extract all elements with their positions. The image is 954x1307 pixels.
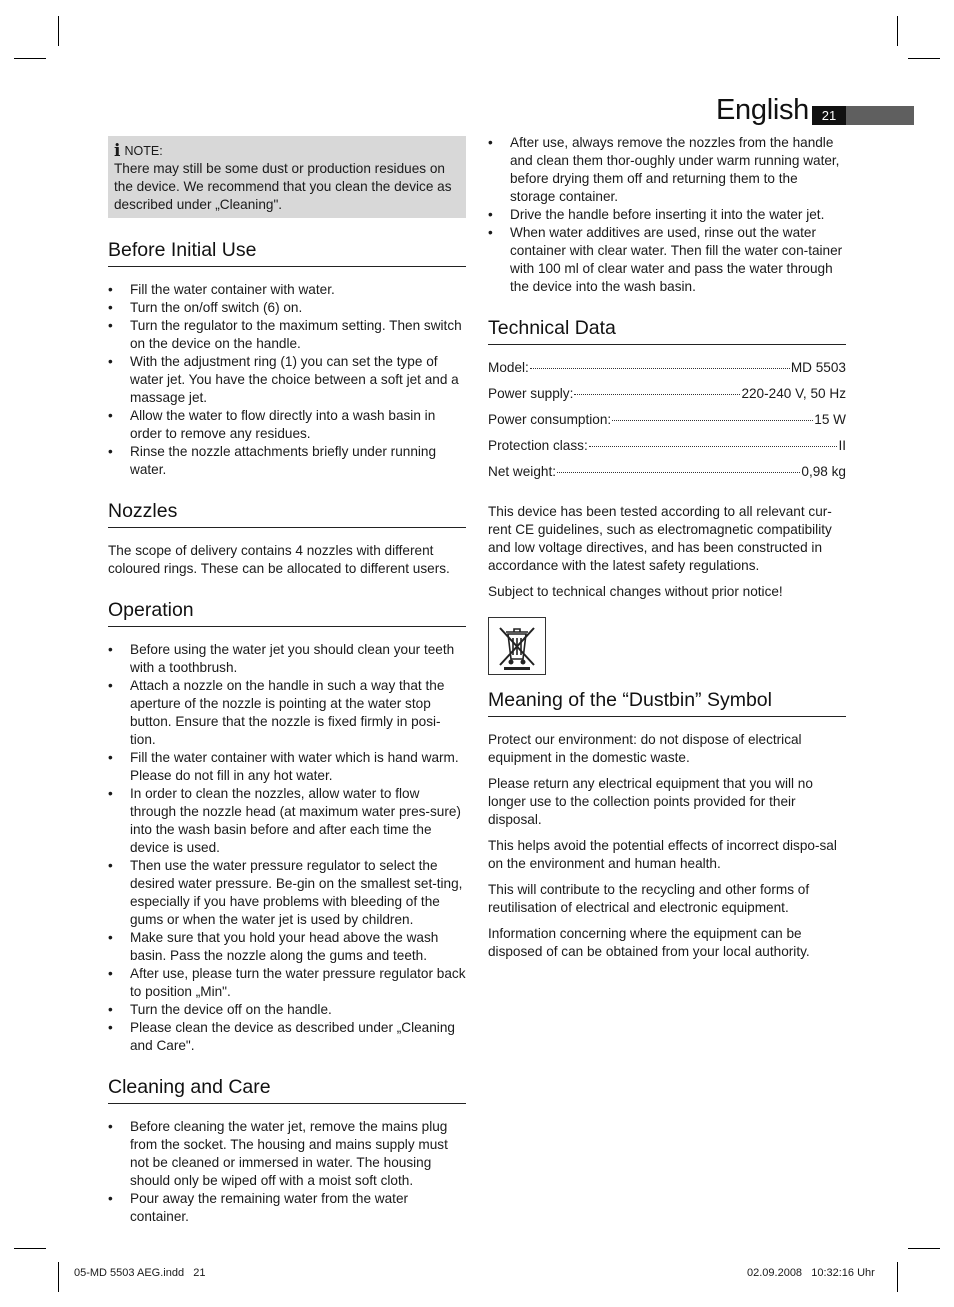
list-item: • After use, always remove the nozzles from the handle and clean them thor-oughly under warm running water, before drying them off and returning them to the storage container. [488, 134, 846, 206]
section-title-operation: Operation [108, 598, 466, 627]
operation-list [108, 641, 466, 1055]
spec-value: 15 W [814, 412, 846, 427]
spec-row [488, 411, 846, 437]
list-item: • Before cleaning the water jet, remove the mains plug from the socket. The housing and mains supply must not be cleaned or immersed in water. The housing should only be wiped off with a moist soft cloth. [108, 1118, 466, 1190]
section-title-nozzles: Nozzles [108, 499, 466, 528]
spec-leader [530, 368, 790, 369]
spec-value: II [838, 438, 846, 453]
compliance-text: This device has been tested according to all relevant cur-rent CE guidelines, such as electromagnetic compatibility and low voltage directives, and has been constructed in accordance with the latest safety regulations. [488, 504, 832, 573]
list-item: • In order to clean the nozzles, allow water to flow through the nozzle head (at maximum water pres-sure) into the wash basin before and after each time the device is used. [108, 785, 466, 857]
list-item: • Turn the device off on the handle. [108, 1001, 466, 1019]
crop-mark [908, 1248, 940, 1249]
spec-row [488, 385, 846, 411]
spec-value: MD 5503 [790, 360, 846, 375]
crop-mark [908, 58, 940, 59]
list-item: • Pour away the remaining water from the water container. [108, 1190, 466, 1226]
list-item: • Turn the regulator to the maximum setting. Then switch on the device on the handle. [108, 317, 466, 353]
crop-mark [58, 16, 59, 46]
paragraph: Information concerning where the equipment can be disposed of can be obtained from your local authority. [488, 926, 810, 959]
spec-leader [612, 420, 813, 421]
spec-table [488, 359, 846, 489]
left-column [108, 136, 466, 1226]
crossed-out-bin-icon [488, 617, 546, 675]
list-item: • Rinse the nozzle attachments briefly under running water. [108, 443, 466, 479]
note-box [108, 136, 466, 218]
list-item: • Please clean the device as described under „Cleaning and Care". [108, 1019, 466, 1055]
list-item: • Fill the water container with water. [108, 281, 466, 299]
list-item: • Fill the water container with water which is hand warm. Please do not fill in any hot water. [108, 749, 466, 785]
spec-row [488, 463, 846, 489]
paragraph: Please return any electrical equipment that you will no longer use to the collection points provided for their disposal. [488, 776, 813, 827]
paragraph: This will contribute to the recycling and other forms of reutilisation of electrical and electronic equipment. [488, 882, 810, 915]
spec-leader [574, 394, 740, 395]
crop-mark [14, 58, 46, 59]
page-number: 21 [812, 106, 846, 125]
notice-text: Subject to technical changes without prior notice! [488, 584, 783, 599]
paragraph: This helps avoid the potential effects of incorrect dispo-sal on the environment and human health. [488, 838, 837, 871]
list-item: • Make sure that you hold your head above the wash basin. Pass the nozzle along the gums and teeth. [108, 929, 466, 965]
note-header [114, 142, 460, 160]
spec-value: 0,98 kg [801, 464, 846, 479]
spec-value: 220-240 V, 50 Hz [741, 386, 846, 401]
header-bar [846, 106, 914, 125]
crop-mark [14, 1248, 46, 1249]
spec-row [488, 437, 846, 463]
spec-label: Protection class: [488, 438, 588, 453]
cleaning-list [108, 1118, 466, 1226]
list-item: • With the adjustment ring (1) you can set the type of water jet. You have the choice between a soft jet and a massage jet. [108, 353, 466, 407]
before-initial-use-list [108, 281, 466, 479]
paragraph: Protect our environment: do not dispose of electrical equipment in the domestic waste. [488, 732, 802, 765]
list-item: • Drive the handle before inserting it into the water jet. [488, 206, 846, 224]
list-item: • When water additives are used, rinse out the water container with clear water. Then fill the water con-tainer with 100 ml of clear water and pass the water through the device into the wash basin. [488, 224, 846, 296]
spec-label: Power supply: [488, 386, 574, 401]
language-title: English [716, 94, 810, 126]
spec-label: Model: [488, 360, 529, 375]
note-label: NOTE: [124, 144, 163, 158]
spec-row [488, 359, 846, 385]
crop-mark [897, 16, 898, 46]
section-title-dustbin-symbol: Meaning of the “Dustbin” Symbol [488, 688, 846, 717]
list-item: • After use, please turn the water pressure regulator back to position „Min". [108, 965, 466, 1001]
list-item: • Turn the on/off switch (6) on. [108, 299, 466, 317]
footer-filename: 05-MD 5503 AEG.indd 21 [74, 1267, 206, 1279]
spec-leader [557, 472, 800, 473]
spec-label: Net weight: [488, 464, 557, 479]
note-text: There may still be some dust or production residues on the device. We recommend that you clean the device as described under „Cleaning". [114, 161, 452, 212]
info-icon: i [114, 140, 121, 161]
list-item: • Before using the water jet you should clean your teeth with a toothbrush. [108, 641, 466, 677]
crop-mark [58, 1262, 59, 1292]
cleaning-list-continued [488, 134, 846, 296]
list-item: • Allow the water to flow directly into a wash basin in order to remove any residues. [108, 407, 466, 443]
spec-leader [589, 446, 838, 447]
crop-mark [897, 1262, 898, 1292]
section-title-technical-data: Technical Data [488, 316, 846, 345]
list-item: • Attach a nozzle on the handle in such a way that the aperture of the nozzle is pointing at the water stop button. Ensure that the nozzle is fixed firmly in posi-tion. [108, 677, 466, 749]
right-column [488, 134, 846, 961]
list-item: • Then use the water pressure regulator to select the desired water pressure. Be-gin on the smallest set-ting, especially if you have problems with bleeding of the gums or when the water jet is used by children. [108, 857, 466, 929]
dustbin-text [488, 731, 846, 961]
nozzles-text: The scope of delivery contains 4 nozzles with different coloured rings. These can be allocated to different users. [108, 543, 450, 576]
section-title-cleaning-and-care: Cleaning and Care [108, 1075, 466, 1104]
section-title-before-initial-use: Before Initial Use [108, 238, 466, 267]
footer-timestamp: 02.09.2008 10:32:16 Uhr [747, 1267, 875, 1279]
spec-label: Power consumption: [488, 412, 612, 427]
